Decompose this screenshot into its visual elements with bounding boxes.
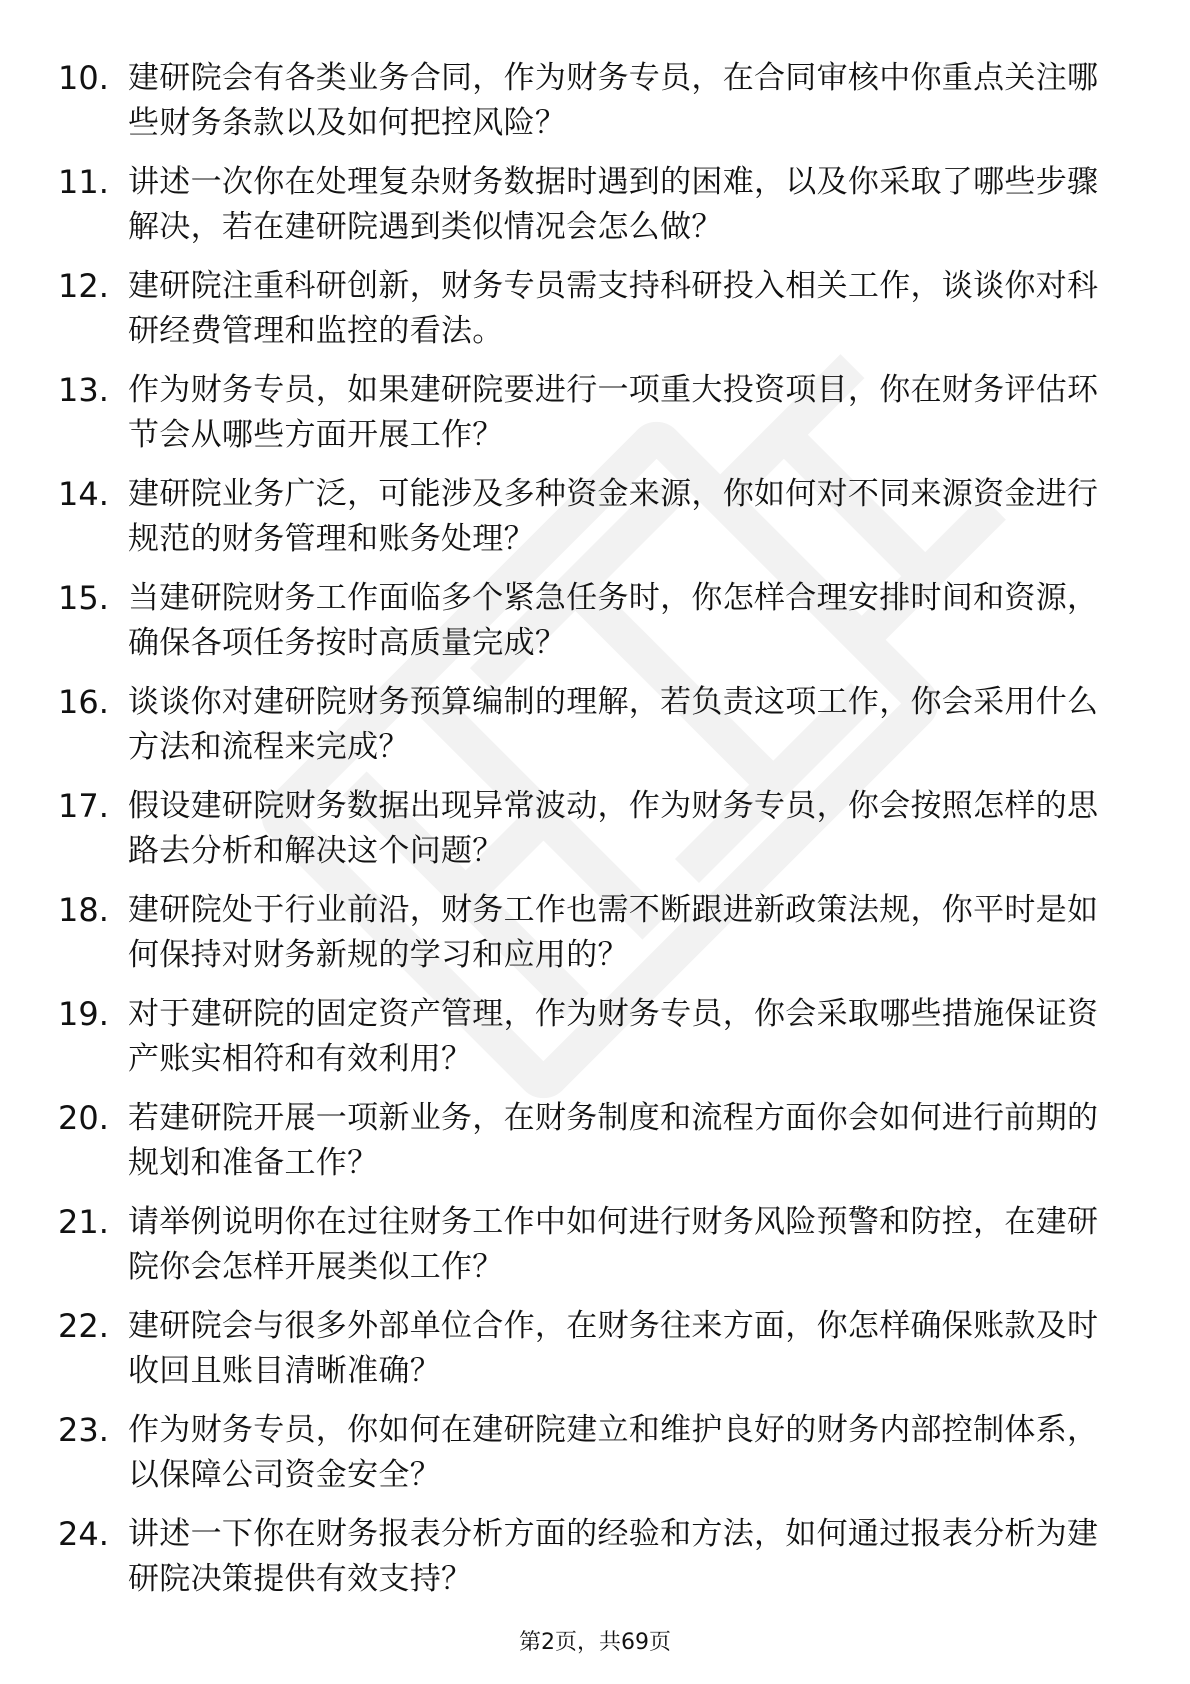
- question-item-22: [58, 1304, 1128, 1408]
- question-item-15: [58, 576, 1128, 680]
- question-text: 作为财务专员，你如何在建研院建立和维护良好的财务内部控制体系，以保障公司资金安全？: [128, 1412, 1099, 1493]
- question-item-12: [58, 264, 1128, 368]
- question-text: 作为财务专员，如果建研院要进行一项重大投资项目，你在财务评估环节会从哪些方面开展工作？: [128, 372, 1099, 453]
- question-item-18: [58, 888, 1128, 992]
- question-text: 若建研院开展一项新业务，在财务制度和流程方面你会如何进行前期的规划和准备工作？: [128, 1100, 1099, 1181]
- question-item-13: [58, 368, 1128, 472]
- question-item-10: [58, 56, 1128, 160]
- question-item-17: [58, 784, 1128, 888]
- question-number: 14.: [58, 475, 109, 513]
- question-number: 20.: [58, 1099, 109, 1137]
- question-item-21: [58, 1200, 1128, 1304]
- question-item-23: [58, 1408, 1128, 1512]
- question-text: 建研院会与很多外部单位合作，在财务往来方面，你怎样确保账款及时收回且账目清晰准确？: [128, 1308, 1099, 1389]
- question-text: 对于建研院的固定资产管理，作为财务专员，你会采取哪些措施保证资产账实相符和有效利用？: [128, 996, 1099, 1077]
- question-text: 假设建研院财务数据出现异常波动，作为财务专员，你会按照怎样的思路去分析和解决这个问题？: [128, 788, 1099, 869]
- question-item-14: [58, 472, 1128, 576]
- question-item-11: [58, 160, 1128, 264]
- question-number: 22.: [58, 1307, 109, 1345]
- question-number: 15.: [58, 579, 109, 617]
- question-item-19: [58, 992, 1128, 1096]
- question-text: 请举例说明你在过往财务工作中如何进行财务风险预警和防控，在建研院你会怎样开展类似工作？: [128, 1204, 1099, 1285]
- question-text: 谈谈你对建研院财务预算编制的理解，若负责这项工作，你会采用什么方法和流程来完成？: [128, 684, 1099, 765]
- question-number: 21.: [58, 1203, 109, 1241]
- question-number: 13.: [58, 371, 109, 409]
- question-text: 建研院业务广泛，可能涉及多种资金来源，你如何对不同来源资金进行规范的财务管理和账务处理？: [128, 476, 1099, 557]
- question-number: 23.: [58, 1411, 109, 1449]
- question-item-16: [58, 680, 1128, 784]
- question-number: 11.: [58, 163, 109, 201]
- question-number: 19.: [58, 995, 109, 1033]
- question-number: 18.: [58, 891, 109, 929]
- question-text: 建研院会有各类业务合同，作为财务专员，在合同审核中你重点关注哪些财务条款以及如何把控风险？: [128, 60, 1099, 141]
- question-item-20: [58, 1096, 1128, 1200]
- question-text: 讲述一次你在处理复杂财务数据时遇到的困难，以及你采取了哪些步骤解决，若在建研院遇到类似情况会怎么做？: [128, 164, 1099, 245]
- question-text: 当建研院财务工作面临多个紧急任务时，你怎样合理安排时间和资源，确保各项任务按时高质量完成？: [128, 580, 1099, 661]
- question-number: 12.: [58, 267, 109, 305]
- question-item-24: [58, 1512, 1128, 1616]
- question-number: 24.: [58, 1515, 109, 1553]
- page-footer: [0, 1628, 1190, 1658]
- question-number: 10.: [58, 59, 109, 97]
- page-indicator: 第2页，共69页: [519, 1630, 671, 1655]
- question-list: [58, 56, 1128, 1616]
- question-text: 建研院处于行业前沿，财务工作也需不断跟进新政策法规，你平时是如何保持对财务新规的学习和应用的？: [128, 892, 1099, 973]
- question-number: 16.: [58, 683, 109, 721]
- question-number: 17.: [58, 787, 109, 825]
- question-text: 建研院注重科研创新，财务专员需支持科研投入相关工作，谈谈你对科研经费管理和监控的看法。: [128, 268, 1099, 349]
- question-text: 讲述一下你在财务报表分析方面的经验和方法，如何通过报表分析为建研院决策提供有效支持？: [128, 1516, 1099, 1597]
